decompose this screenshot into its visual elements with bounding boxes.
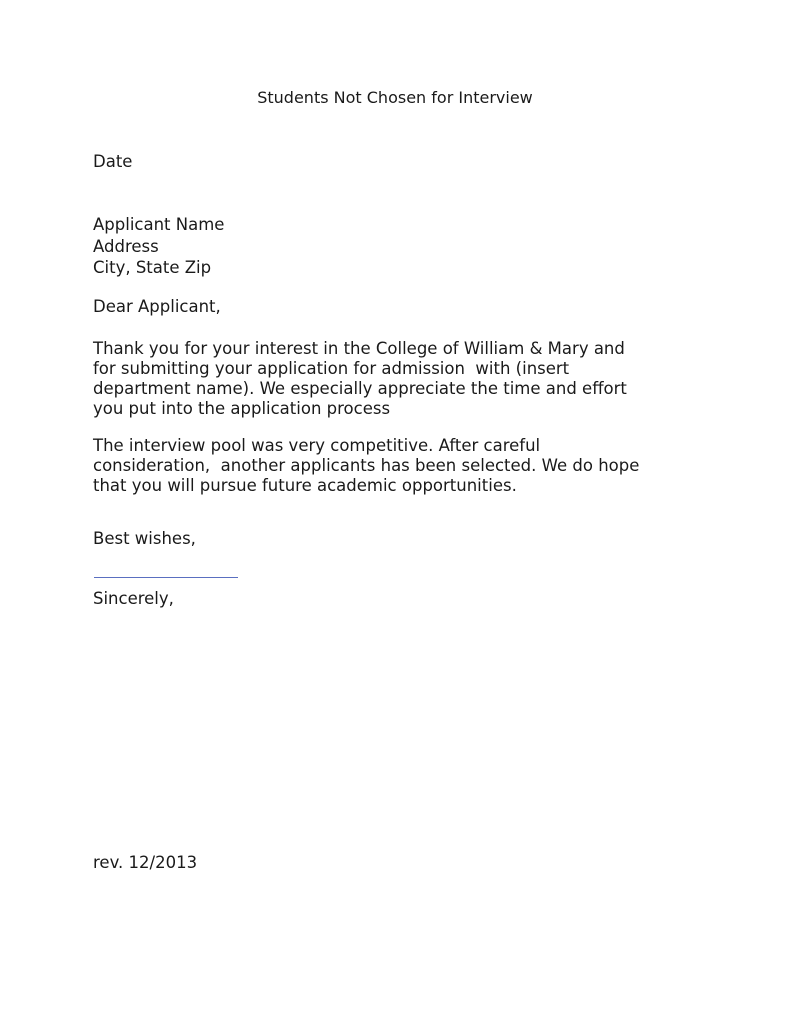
signature-line xyxy=(94,577,238,578)
revision-note: rev. 12/2013 xyxy=(93,853,198,872)
paragraph-line: consideration, another applicants has been selected. We do hope xyxy=(93,456,640,475)
document-title: Students Not Chosen for Interview xyxy=(257,88,533,107)
paragraph-decision xyxy=(93,436,639,496)
sign-off: Sincerely, xyxy=(93,589,174,608)
applicant-name: Applicant Name xyxy=(93,215,225,234)
date-field: Date xyxy=(93,152,133,171)
applicant-city-state-zip: City, State Zip xyxy=(93,258,212,277)
paragraph-line: for submitting your application for admission with (insert xyxy=(93,359,570,378)
paragraph-line: The interview pool was very competitive. After careful xyxy=(93,436,541,455)
paragraph-line: that you will pursue future academic opportunities. xyxy=(93,476,517,495)
salutation: Dear Applicant, xyxy=(93,297,221,316)
applicant-address: Address xyxy=(93,237,159,256)
paragraph-interest xyxy=(93,339,627,419)
paragraph-line: you put into the application process xyxy=(93,399,391,418)
paragraph-line: department name). We especially appreciate the time and effort xyxy=(93,379,627,398)
paragraph-line: Thank you for your interest in the College of William & Mary and xyxy=(93,339,625,358)
closing: Best wishes, xyxy=(93,529,196,548)
